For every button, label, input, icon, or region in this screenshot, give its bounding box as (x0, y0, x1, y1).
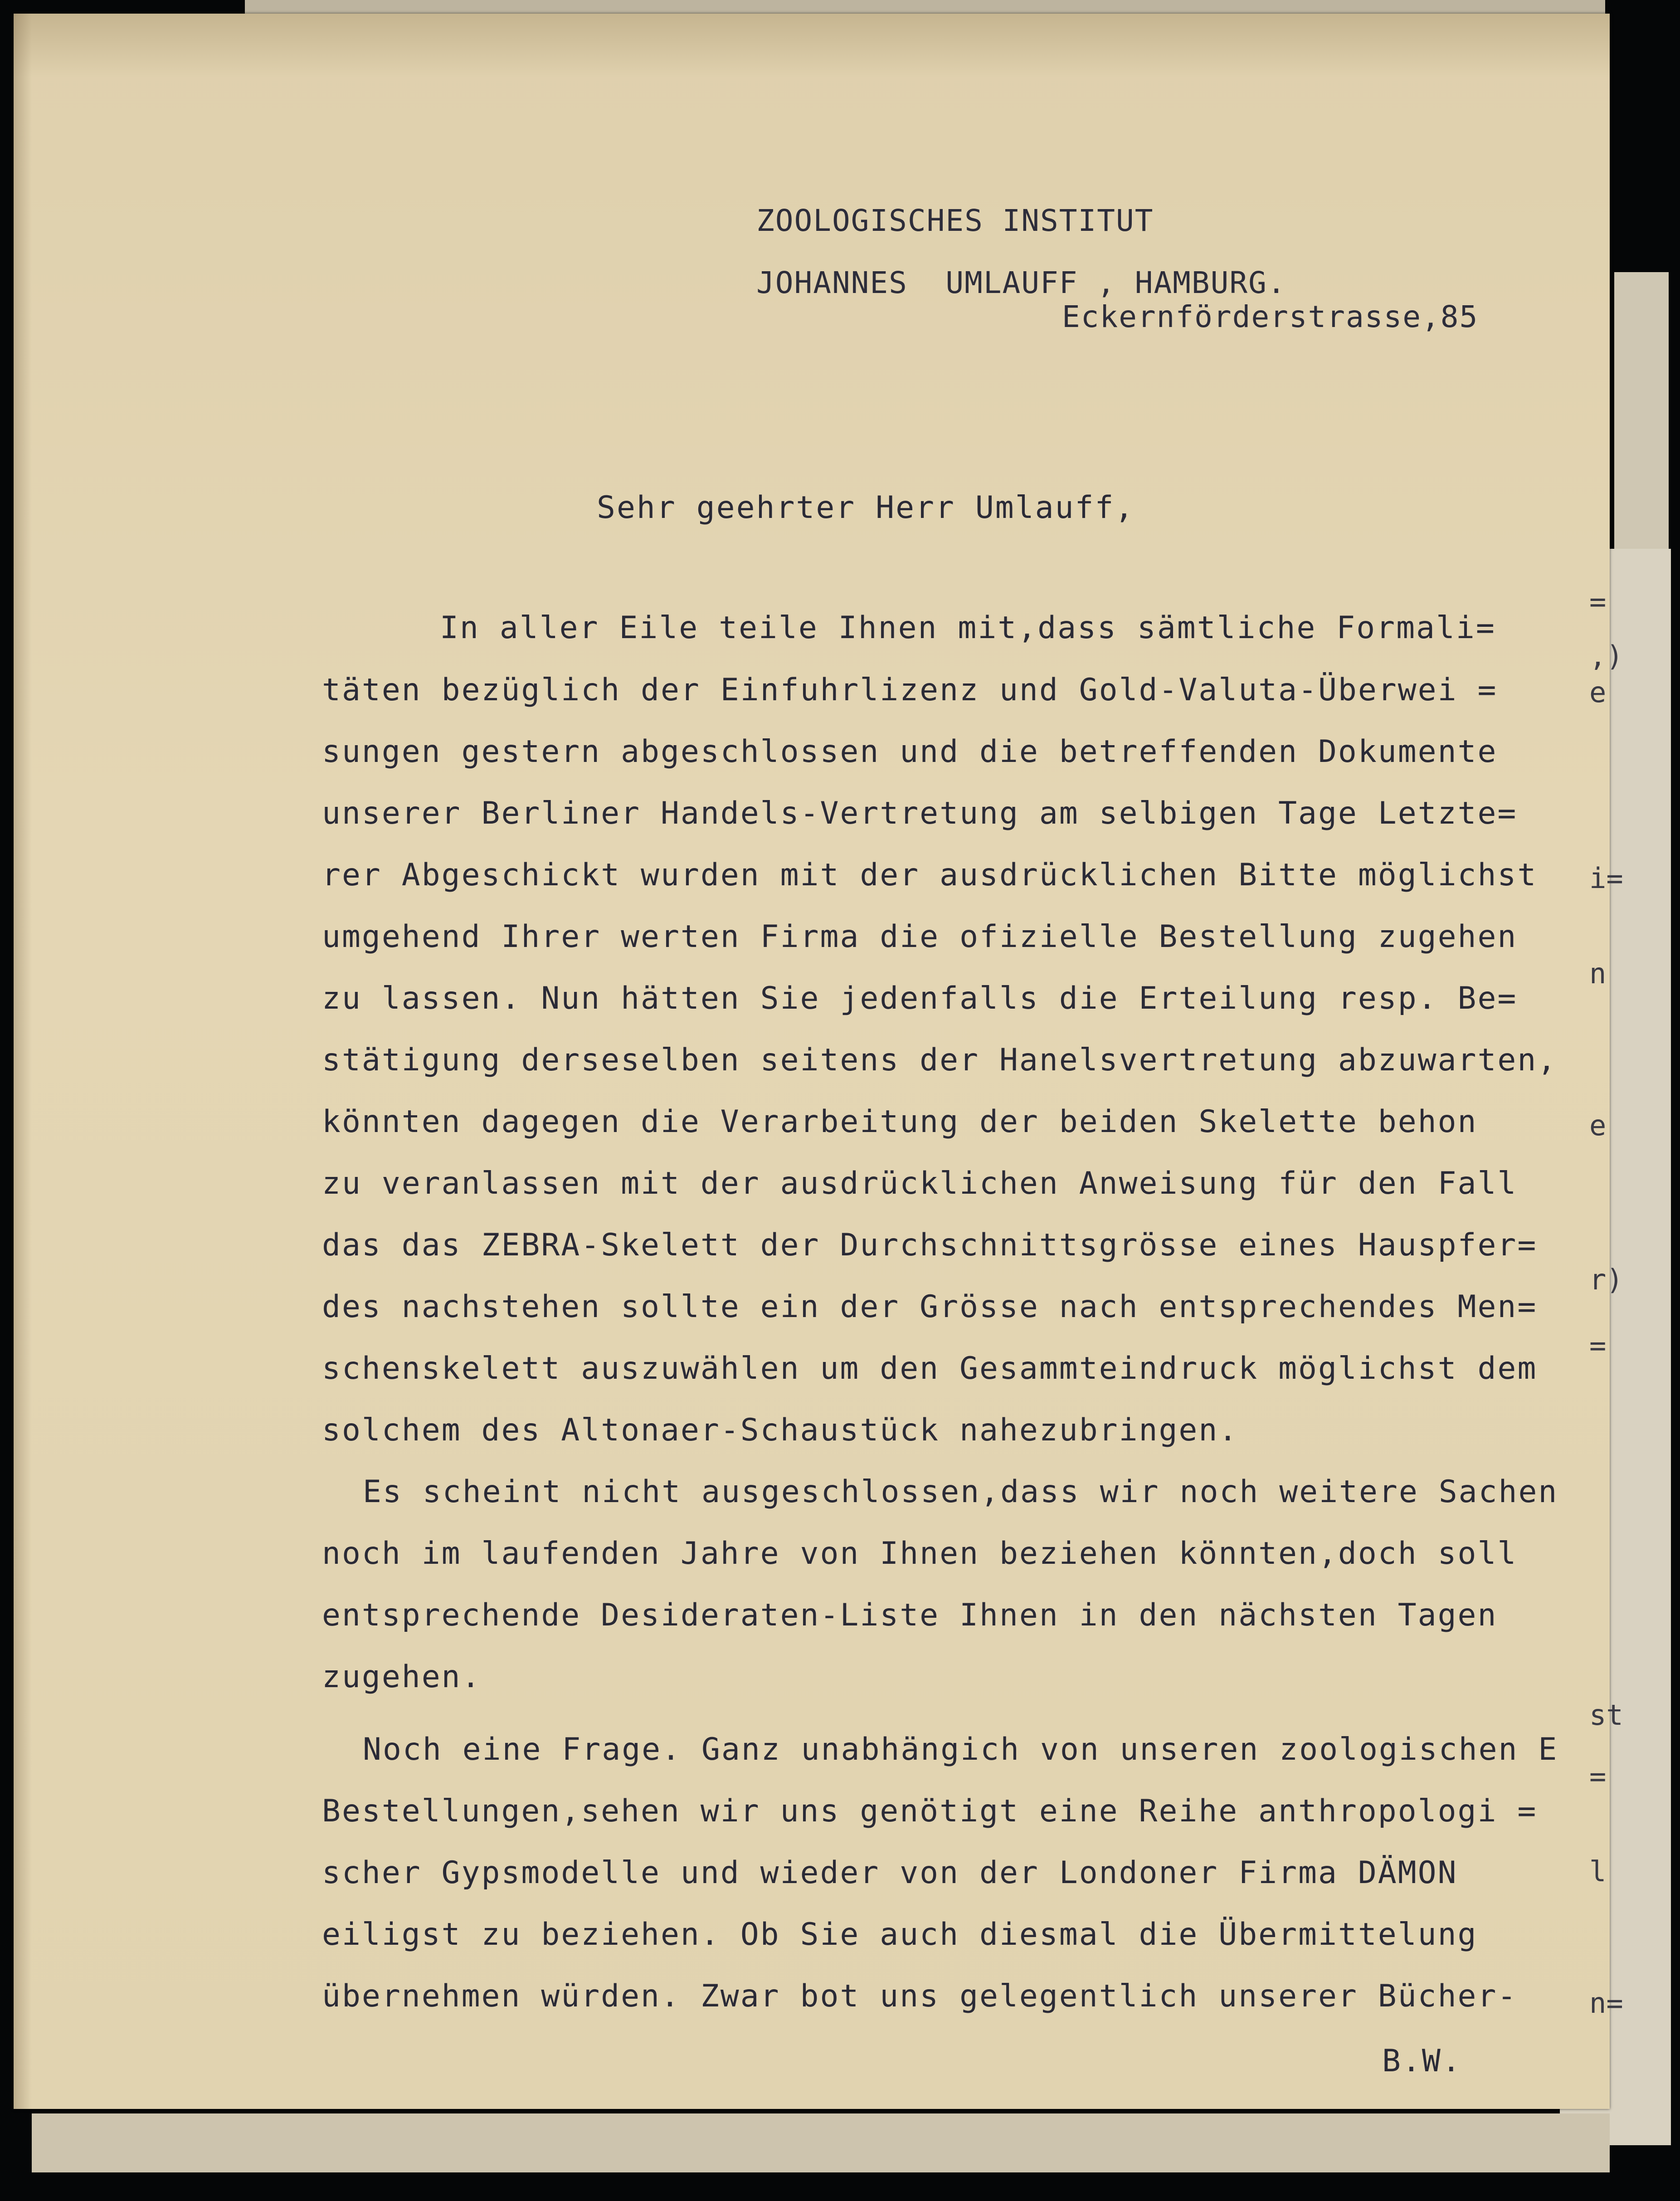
margin-fragment: r) (1589, 1263, 1623, 1296)
footer-initials: B.W. (1382, 2043, 1462, 2079)
body-line: noch im laufenden Jahre von Ihnen beziehen könnten,doch soll (322, 1536, 1518, 1571)
header-institute: ZOOLOGISCHES INSTITUT (756, 203, 1154, 238)
body-line: eiligst zu beziehen. Ob Sie auch diesmal die Übermittelung (322, 1917, 1478, 1952)
body-line: könnten dagegen die Verarbeitung der beiden Skelette behon (322, 1104, 1478, 1140)
margin-fragment: i= (1589, 862, 1623, 895)
body-line: zu lassen. Nun hätten Sie jedenfalls die Erteilung resp. Be= (322, 981, 1518, 1016)
underlying-sheet-bottom (32, 2113, 1610, 2172)
body-line: scher Gypsmodelle und wieder von der Londoner Firma DÄMON (322, 1855, 1458, 1891)
body-line: zu veranlassen mit der ausdrücklichen Anweisung für den Fall (322, 1166, 1518, 1201)
margin-fragment: n (1589, 957, 1607, 990)
body-line: zugehen. (322, 1659, 482, 1695)
margin-fragment: ,) (1589, 639, 1623, 673)
paper-edge-shadow (14, 14, 32, 2109)
body-line: sungen gestern abgeschlossen und die betreffenden Dokumente (322, 734, 1498, 770)
header-address: Eckernförderstrasse,85 (1062, 299, 1479, 334)
body-line: Es scheint nicht ausgeschlossen,dass wir noch weitere Sachen (363, 1474, 1558, 1510)
body-line: stätigung derseselben seitens der Hanelsvertretung abzuwarten, (322, 1042, 1558, 1078)
body-line: übernehmen würden. Zwar bot uns gelegentlich unserer Bücher- (322, 1978, 1518, 2014)
body-line: umgehend Ihrer werten Firma die ofizielle Bestellung zugehen (322, 919, 1518, 955)
margin-fragment: l (1589, 1855, 1607, 1888)
margin-fragment: = (1589, 1329, 1607, 1362)
body-line: solchem des Altonaer-Schaustück nahezubringen. (322, 1412, 1239, 1448)
paper-stain (14, 14, 1610, 77)
body-line: Bestellungen,sehen wir uns genötigt eine Reihe anthropologi = (322, 1793, 1538, 1829)
body-line: das das ZEBRA-Skelett der Durchschnittsgrösse eines Hauspfer= (322, 1227, 1538, 1263)
body-line: rer Abgeschickt wurden mit der ausdrücklichen Bitte möglichst (322, 857, 1538, 893)
margin-fragment: = (1589, 585, 1607, 618)
body-line: täten bezüglich der Einfuhrlizenz und Gold-Valuta-Überwei = (322, 672, 1498, 708)
body-line: In aller Eile teile Ihnen mit,dass sämtliche Formali= (440, 610, 1496, 646)
body-line: schenskelett auszuwählen um den Gesammteindruck möglichst dem (322, 1351, 1538, 1386)
margin-fragment: = (1589, 1760, 1607, 1793)
margin-fragment: e (1589, 676, 1607, 709)
salutation: Sehr geehrter Herr Umlauff, (597, 490, 1135, 526)
body-line: Noch eine Frage. Ganz unabhängich von unseren zoologischen E (363, 1732, 1558, 1767)
margin-fragment: n= (1589, 1986, 1623, 2020)
body-line: entsprechende Desideraten-Liste Ihnen in den nächsten Tagen (322, 1597, 1498, 1633)
margin-fragment: e (1589, 1109, 1607, 1142)
header-name: JOHANNES UMLAUFF , HAMBURG. (756, 265, 1286, 300)
body-line: unserer Berliner Handels-Vertretung am selbigen Tage Letzte= (322, 795, 1518, 831)
margin-fragment: st (1589, 1698, 1623, 1732)
body-line: des nachstehen sollte ein der Grösse nach entsprechendes Men= (322, 1289, 1538, 1325)
